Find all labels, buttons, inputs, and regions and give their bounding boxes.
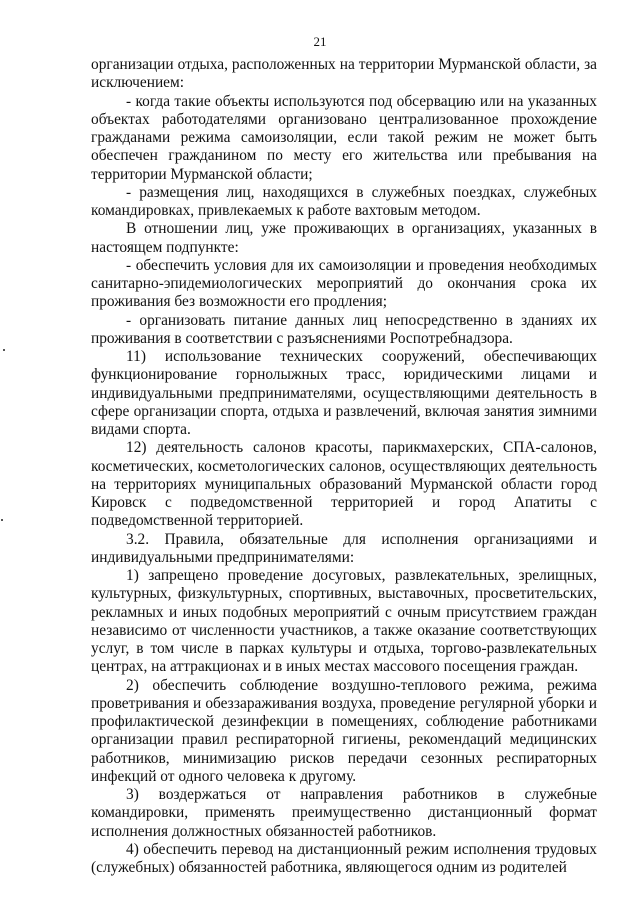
paragraph: 11) использование технических сооружений, обеспечивающих функционирование горнолыжных трасс, юридическими лицами и индивидуальными предпринимателями, осуществляющими деятельность в сфере организации спорта, отдыха и развлечений, включая занятия зимними видами спорта. <box>91 348 597 438</box>
paragraph: В отношении лиц, уже проживающих в организациях, указанных в настоящем подпункте: <box>91 220 597 256</box>
scan-mark <box>1 519 3 521</box>
paragraph: - размещения лиц, находящихся в служебных поездках, служебных командировках, привлекаемых к работе вахтовым методом. <box>91 183 597 219</box>
paragraph: - организовать питание данных лиц непосредственно в зданиях их проживания в соответствии с разъяснениями Роспотребнадзора. <box>91 311 597 347</box>
paragraph: - обеспечить условия для их самоизоляции и проведения необходимых санитарно-эпидемиологических мероприятий до окончания срока их проживания без возможности его продления; <box>91 256 597 311</box>
paragraph: 3.2. Правила, обязательные для исполнения организациями и индивидуальными предпринимателями: <box>91 530 597 566</box>
page-number: 21 <box>313 34 327 49</box>
document-body <box>91 56 597 877</box>
paragraph: 3) воздержаться от направления работников в служебные командировки, применять преимущественно дистанционный формат исполнения должностных обязанностей работников. <box>91 786 597 840</box>
paragraph: 2) обеспечить соблюдение воздушно-теплового режима, режима проветривания и обеззараживания воздуха, проведение регулярной уборки и профилактической дезинфекции в помещениях, соблюдение работниками организации правил респираторной гигиены, рекомендаций медицинских работников, минимизацию рисков передачи сезонных респираторных инфекций от одного человека к другому. <box>91 676 597 785</box>
scan-mark <box>3 349 5 351</box>
paragraph: 1) запрещено проведение досуговых, развлекательных, зрелищных, культурных, физкультурных, спортивных, выставочных, просветительских, рекламных и иных подобных мероприятий с очным присутствием граждан независимо от численности участников, а также оказание соответствующих услуг, в том числе в парках культуры и отдыха, торгово-развлекательных центрах, на аттракционах и в иных местах массового посещения граждан. <box>91 567 597 676</box>
paragraph: организации отдыха, расположенных на территории Мурманской области, за исключением: <box>91 56 597 92</box>
paragraph: 12) деятельность салонов красоты, парикмахерских, СПА-салонов, косметических, косметологических салонов, осуществляющих деятельность на территориях муниципальных образований Мурманской области город Кировск с подведомственной территорией и город Апатиты с подведомственной территорией. <box>91 439 597 530</box>
paragraph: 4) обеспечить перевод на дистанционный режим исполнения трудовых (служебных) обязанностей работника, являющегося одним из родителей <box>91 840 597 876</box>
paragraph: - когда такие объекты используются под обсервацию или на указанных объектах работодателями организовано централизованное прохождение гражданами режима самоизоляции, если такой режим не может быть обеспечен гражданином по месту его жительства или пребывания на территории Мурманской области; <box>91 92 597 183</box>
